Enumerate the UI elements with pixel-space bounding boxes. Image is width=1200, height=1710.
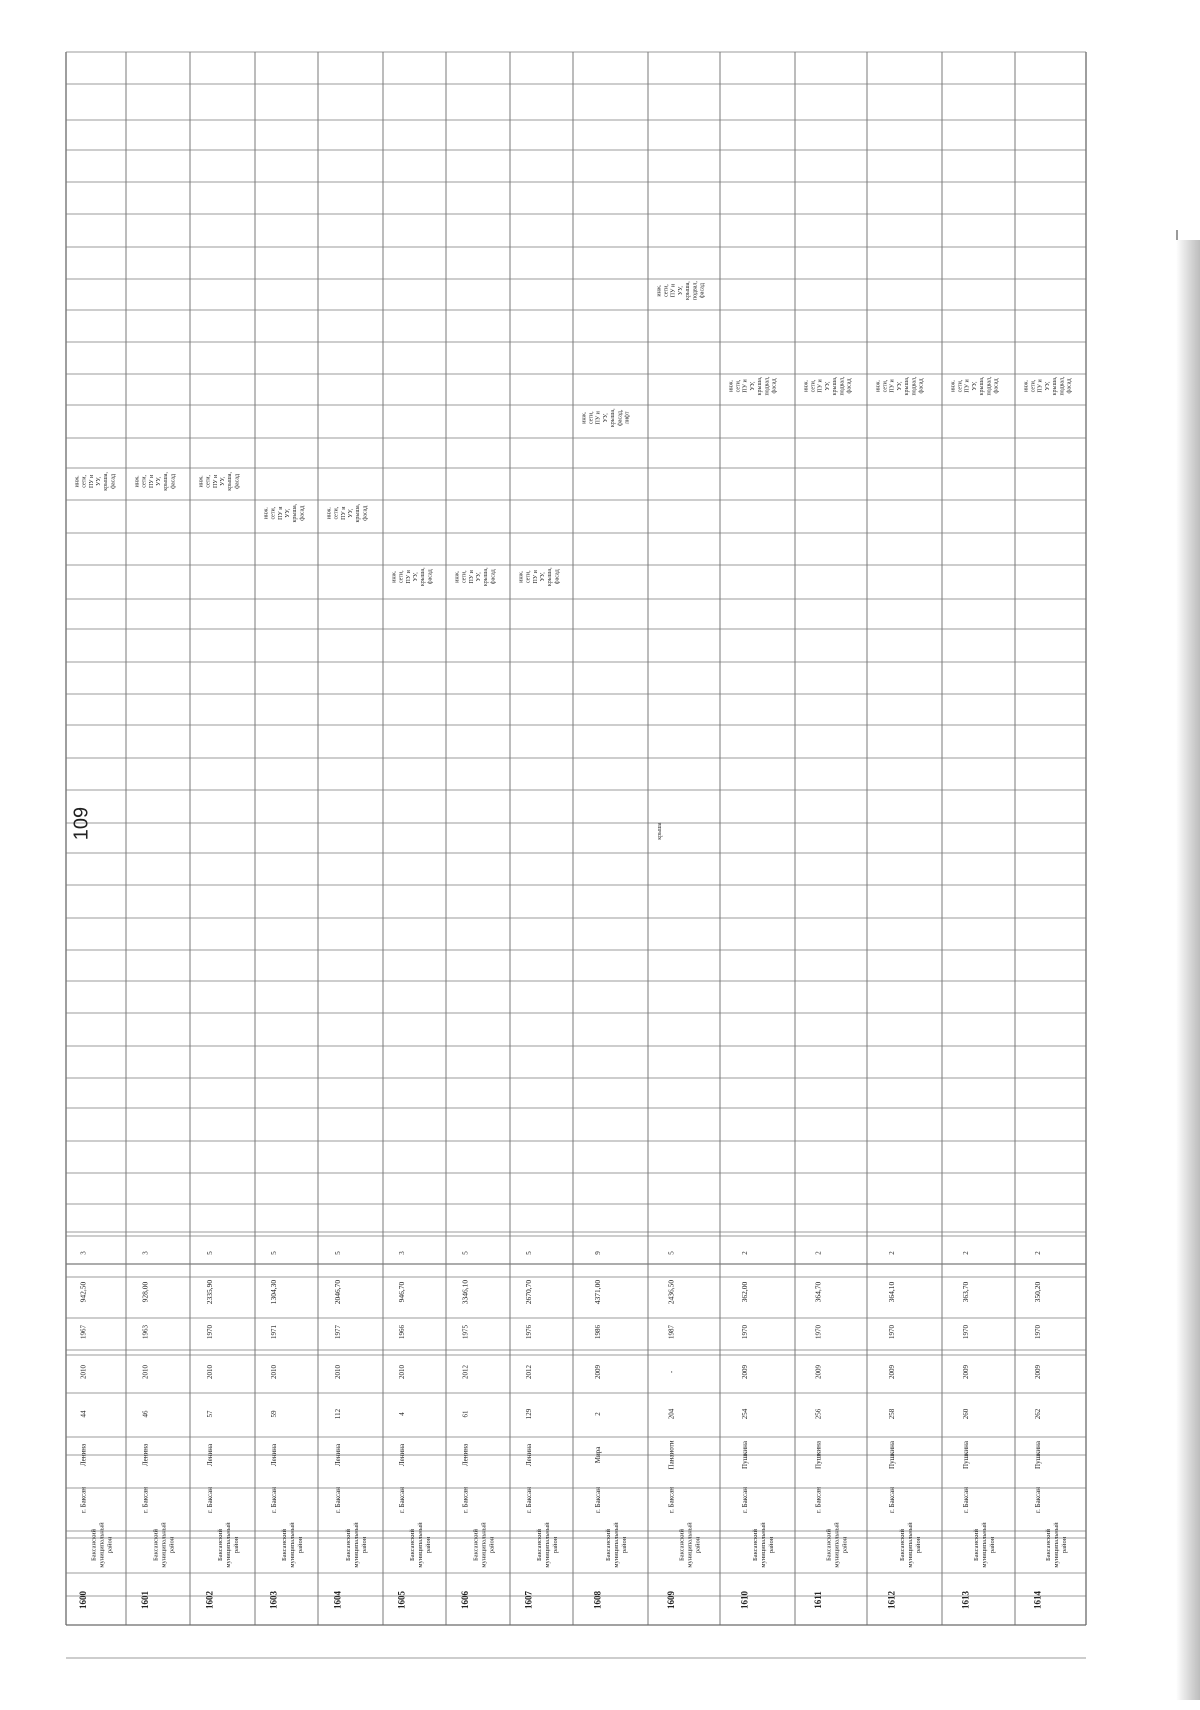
row-municipality-line: район [620,1536,628,1554]
row-municipality [536,1522,559,1568]
row-work-text-line: ПУ и [595,411,602,425]
row-work-text-line: фасад [993,378,1000,394]
row-municipality-line: муниципальный [98,1522,106,1568]
row-house: 61 [461,1410,470,1418]
row-municipality-line: район [360,1536,368,1554]
row-work-text [134,472,176,491]
row-area: 363,70 [961,1281,971,1303]
row-work-text-line: инж. [74,475,81,488]
row-plan-year: 2009 [888,1365,897,1379]
row-work-text-line: фасад [1066,378,1073,394]
row-area: 2670,70 [524,1279,534,1305]
row-work-text-line: ПУ и [532,570,539,584]
row-build-year: 1987 [667,1325,676,1339]
row-work-text-line: фасад [554,569,561,585]
row-municipality-line: муниципальный [833,1522,841,1568]
row-municipality [752,1522,775,1568]
row-work-text-line: фасад [771,378,778,394]
row-area: 942,50 [78,1281,88,1303]
row-number: 1606 [460,1591,471,1609]
row-municipality-line: Баксанский [604,1529,612,1561]
row-municipality-line: район [296,1536,304,1554]
row-build-year: 1986 [594,1325,603,1339]
row-house: 57 [206,1410,215,1418]
row-plan-year: 2010 [206,1365,215,1379]
row-settlement: г. Баксан [334,1487,343,1513]
row-municipality-line: муниципальный [686,1522,694,1568]
row-number: 1601 [140,1591,151,1609]
row-work-text-line: крыша, [685,281,692,300]
row-work-text-line: инж. [518,570,525,583]
row-work-text-line: подвал, [1059,376,1066,396]
row-house: 129 [525,1408,534,1420]
row-settlement: г. Баксан [206,1487,215,1513]
row-work-text-line: УУ, [971,381,978,391]
row-work-text-line: крыша, [163,472,170,491]
row-build-year: 1970 [888,1325,897,1339]
row-municipality-line: район [106,1536,114,1554]
row-number: 1607 [523,1591,534,1609]
row-work-text [518,567,560,586]
row-municipality-line: район [914,1536,922,1554]
row-area: 364,10 [887,1281,897,1303]
row-work-text-line: УУ, [1044,381,1051,391]
row-work-text-line: УУ, [347,508,354,518]
row-area: 2436,50 [666,1279,676,1305]
row-work-text-line: подвал, [839,376,846,396]
row-work-text-line: фасад [234,473,241,489]
row-street: Мира [594,1446,603,1464]
row-municipality [973,1522,996,1568]
row-settlement: г. Баксан [398,1487,407,1513]
row-work-text-line: инж. [198,475,205,488]
row-plan-year: 2009 [741,1365,750,1379]
row-build-year: 1970 [741,1325,750,1339]
row-number: 1611 [813,1591,824,1609]
row-municipality [605,1522,628,1568]
row-settlement: г. Баксан [962,1487,971,1513]
row-work-text-line: инж. [454,570,461,583]
row-street: Пушкина [1034,1441,1043,1469]
row-number: 1613 [960,1591,971,1609]
row-street: Ленина [525,1443,534,1467]
row-municipality-line: район [767,1536,775,1554]
row-area: 3346,10 [460,1279,470,1305]
row-number: 1610 [739,1591,750,1609]
row-plan-year: 2009 [1034,1365,1043,1379]
row-work-text-line: ПУ и [817,379,824,393]
row-municipality [281,1522,304,1568]
row-municipality-line: Баксанский [408,1529,416,1561]
row-municipality-line: Баксанский [472,1529,480,1561]
row-work-text-line: крыша, [757,376,764,396]
row-work-text-line: инж. [326,507,333,520]
row-work-text-line: фасад [427,569,434,585]
row-municipality-line: муниципальный [612,1522,620,1568]
row-work-text [326,503,368,522]
row-municipality-line: район [424,1536,432,1554]
row-street: Панаиоти [667,1440,676,1470]
row-area: 2046,70 [333,1279,343,1305]
row-work-text-line: сети, [588,411,595,425]
row-street: Ленина [398,1443,407,1467]
row-street: Ленина [206,1443,215,1467]
row-plan-year: 2010 [270,1365,279,1379]
row-floors: 5 [667,1251,676,1255]
row-floors: 5 [206,1251,215,1255]
row-plan-year: 2012 [525,1365,534,1379]
row-work-text-line: УУ, [219,476,226,486]
row-work-text-line: лифт [624,411,631,425]
row-work-text-line: фасад [170,473,177,489]
row-settlement: г. Баксан [525,1487,534,1513]
row-work-text [391,567,433,586]
row-number: 1614 [1032,1591,1043,1609]
row-work-text-line: сети, [270,506,277,520]
row-work-text-line: крыша, [103,472,110,491]
row-municipality [899,1522,922,1568]
row-work-text-line: УУ, [749,381,756,391]
row-work-text-line: ПУ и [670,283,677,298]
row-municipality [678,1522,701,1568]
row-house: 256 [814,1408,823,1420]
row-municipality-line: муниципальный [543,1522,551,1568]
page-number: 109 [70,806,93,841]
row-work-text-line: фасад [110,473,117,489]
row-work-text-line: УУ, [539,572,546,582]
row-plan-year: 2009 [814,1365,823,1379]
row-work-text-line: сети, [882,379,889,393]
row-work-text [657,822,663,840]
row-municipality-line: Баксанский [90,1529,98,1561]
row-settlement: г. Баксан [814,1487,823,1513]
row-work-text-line: УУ, [95,476,102,486]
row-plan-year: 2010 [334,1365,343,1379]
row-work-text [454,567,496,586]
row-work-text-line: фасад, [617,409,624,427]
row-work-text-line: инж. [803,379,810,393]
row-work-text-line: крыша, [904,376,911,396]
row-work-text [656,281,705,301]
row-street: Ленина [334,1443,343,1467]
row-floors: 2 [962,1251,971,1255]
row-municipality-line: Баксанский [751,1529,759,1561]
row-floors: 5 [525,1251,534,1255]
row-municipality-line: муниципальный [288,1522,296,1568]
row-build-year: 1976 [525,1325,534,1339]
row-work-text-line: сети, [525,570,532,584]
row-build-year: 1966 [398,1325,407,1339]
row-number: 1604 [332,1591,343,1609]
row-street: Ленина [461,1443,470,1467]
row-work-text-line: ПУ и [1037,379,1044,393]
row-work-text [198,472,240,491]
row-house: 262 [1034,1408,1043,1420]
row-street: Пушкина [962,1441,971,1469]
row-build-year: 1970 [1034,1325,1043,1339]
row-street: Пушкина [741,1441,750,1469]
row-number: 1603 [268,1591,279,1609]
row-street: Ленина [270,1443,279,1467]
row-house: 204 [667,1408,676,1420]
row-floors: 5 [461,1251,470,1255]
row-work-text [74,472,116,491]
row-build-year: 1975 [461,1325,470,1339]
row-area: 1304,30 [269,1279,279,1305]
row-house: 46 [141,1410,150,1418]
row-work-text-line: фасад [362,505,369,521]
row-work-text-line: сети, [333,506,340,520]
row-street: Ленина [79,1443,88,1467]
row-work-text-line: ПУ и [889,379,896,393]
row-work-text-line: сети, [81,475,88,488]
row-municipality [217,1522,240,1568]
row-work-text-line: крыша, [355,503,362,523]
row-number: 1609 [666,1591,677,1609]
row-area: 928,00 [140,1281,150,1303]
row-street: Пушкина [814,1441,823,1469]
row-floors: 2 [814,1251,823,1255]
row-work-text-line: инж. [728,379,735,393]
row-street: Ленина [141,1443,150,1467]
row-work-text-line: инж. [875,379,882,393]
row-municipality-line: муниципальный [480,1522,488,1568]
row-municipality-line: муниципальный [352,1522,360,1568]
row-build-year: 1977 [334,1325,343,1339]
row-area: 4371,00 [593,1279,603,1305]
row-work-text-line: ПУ и [148,474,155,489]
row-work-text-line: подвал, [692,281,699,301]
row-area: 362,00 [740,1281,750,1303]
row-work-text-line: подвал, [986,376,993,396]
row-municipality [825,1522,848,1568]
row-work-text-line: инж. [581,411,588,424]
row-settlement: г. Баксан [594,1487,603,1513]
row-municipality-line: район [232,1536,240,1554]
row-work-text-line: инж. [950,379,957,393]
row-plan-year: 2010 [398,1365,407,1379]
row-municipality-line: район [168,1536,176,1554]
row-work-text-line: УУ, [896,381,903,391]
row-floors: 3 [79,1251,88,1255]
row-work-text-line: подвал, [764,376,771,396]
row-municipality-line: Баксанский [1044,1529,1052,1561]
row-work-text-line: крыша, [292,503,299,523]
row-work-text-line: крыша, [610,408,617,428]
row-municipality-line: муниципальный [906,1522,914,1568]
row-work-text-line: ПУ и [405,570,412,584]
row-work-text-line: ПУ и [340,506,347,520]
row-floors: 9 [594,1251,603,1255]
row-build-year: 1963 [141,1325,150,1339]
row-house: 260 [962,1408,971,1420]
row-work-text-line: крыша, [227,472,234,491]
row-work-text-line: УУ, [602,413,609,423]
row-house: 2 [594,1412,603,1416]
row-municipality-line: Баксанский [678,1529,686,1561]
row-municipality-line: муниципальный [759,1522,767,1568]
row-municipality-line: Баксанский [152,1529,160,1561]
row-floors: 3 [398,1251,407,1255]
row-build-year: 1970 [814,1325,823,1339]
row-work-text-line: ПУ и [212,474,219,489]
row-municipality-line: Баксанский [344,1529,352,1561]
row-floors: 2 [741,1251,750,1255]
row-floors: 2 [888,1251,897,1255]
row-municipality-line: муниципальный [1052,1522,1060,1568]
row-build-year: 1971 [270,1325,279,1339]
row-municipality-line: Баксанский [825,1529,833,1561]
row-work-text-line: ПУ и [468,570,475,584]
row-municipality [472,1522,495,1568]
row-work-text-line: сети, [810,379,817,393]
row-house: 59 [270,1410,279,1418]
row-municipality-line: муниципальный [224,1522,232,1568]
row-municipality-line: район [841,1536,849,1554]
row-plan-year: 2009 [594,1365,603,1379]
row-build-year: 1970 [206,1325,215,1339]
row-area: 350,20 [1033,1281,1043,1303]
row-municipality-line: Баксанский [216,1529,224,1561]
row-work-text-line: сети, [461,570,468,584]
row-municipality-line: муниципальный [980,1522,988,1568]
row-settlement: г. Баксан [741,1487,750,1513]
row-settlement: г. Баксан [888,1487,897,1513]
row-house: 254 [741,1408,750,1420]
row-work-text-line: ПУ и [88,474,95,489]
row-work-text-line: фасад [918,378,925,394]
row-work-text [950,376,999,396]
row-municipality-line: Баксанский [280,1529,288,1561]
row-floors: 5 [270,1251,279,1255]
row-work-text-line: инж. [134,475,141,488]
row-municipality-line: район [551,1536,559,1554]
row-work-text-line: сети, [663,284,670,297]
row-municipality-line: Баксанский [535,1529,543,1561]
row-work-text [263,503,305,522]
row-work-text-line: фасад [490,569,497,585]
row-work-text [728,376,777,396]
row-work-text-line: сети, [735,379,742,393]
row-work-text-line: фасад [699,283,706,299]
row-work-text [803,376,852,396]
row-work-text-line: УУ, [284,508,291,518]
row-settlement: г. Баксан [461,1487,470,1513]
row-work-text-line: крыша [656,822,663,840]
row-work-text-line: инж. [656,284,663,297]
row-work-text-line: крыша, [1052,376,1059,396]
row-settlement: г. Баксан [667,1487,676,1513]
row-floors: 5 [334,1251,343,1255]
row-work-text-line: ПУ и [964,379,971,393]
row-plan-year: 2012 [461,1365,470,1379]
row-municipality-line: район [488,1536,496,1554]
row-work-text-line: сети, [205,475,212,488]
row-work-text-line: сети, [398,570,405,584]
row-municipality-line: муниципальный [160,1522,168,1568]
row-settlement: г. Баксан [1034,1487,1043,1513]
row-number: 1608 [592,1591,603,1609]
row-work-text [875,376,924,396]
row-work-text-line: инж. [263,507,270,520]
row-municipality-line: район [988,1536,996,1554]
row-floors: 3 [141,1251,150,1255]
row-plan-year: - [667,1370,676,1374]
row-work-text-line: инж. [391,570,398,583]
row-house: 258 [888,1408,897,1420]
row-house: 44 [79,1410,88,1418]
row-floors: 2 [1034,1251,1043,1255]
row-work-text-line: крыша, [832,376,839,396]
row-work-text-line: УУ, [677,286,684,296]
row-work-text-line: сети, [141,475,148,488]
row-work-text-line: УУ, [412,572,419,582]
row-work-text-line: сети, [957,379,964,393]
row-work-text-line: инж. [1023,379,1030,393]
row-work-text [581,408,630,427]
row-work-text-line: крыша, [979,376,986,396]
row-municipality-line: Баксанский [972,1529,980,1561]
row-municipality [345,1522,368,1568]
row-work-text-line: ПУ и [742,379,749,393]
row-work-text-line: крыша, [483,567,490,587]
row-number: 1612 [886,1591,897,1609]
row-settlement: г. Баксан [141,1487,150,1513]
row-work-text-line: фасад [299,505,306,521]
row-work-text-line: крыша, [420,567,427,587]
row-municipality [1045,1522,1068,1568]
row-municipality-line: район [1060,1536,1068,1554]
row-area: 946,70 [397,1281,407,1303]
row-work-text-line: фасад [846,378,853,394]
row-municipality-line: район [694,1536,702,1554]
row-work-text [1023,376,1072,396]
row-work-text-line: крыша, [547,567,554,587]
row-settlement: г. Баксан [79,1487,88,1513]
row-municipality [90,1522,113,1568]
row-number: 1602 [204,1591,215,1609]
scan-edge-shadow [1176,240,1200,1700]
row-work-text-line: УУ, [824,381,831,391]
row-settlement: г. Баксан [270,1487,279,1513]
row-municipality-line: Баксанский [898,1529,906,1561]
row-street: Пушкина [888,1441,897,1469]
row-house: 4 [398,1412,407,1416]
row-work-text-line: подвал, [911,376,918,396]
row-work-text-line: сети, [1030,379,1037,393]
row-plan-year: 2010 [141,1365,150,1379]
row-build-year: 1970 [962,1325,971,1339]
row-work-text-line: УУ, [475,572,482,582]
row-build-year: 1967 [79,1325,88,1339]
row-municipality-line: муниципальный [416,1522,424,1568]
row-plan-year: 2009 [962,1365,971,1379]
row-area: 364,70 [813,1281,823,1303]
row-work-text-line: ПУ и [277,506,284,520]
row-number: 1600 [78,1591,89,1609]
row-municipality [409,1522,432,1568]
row-house: 112 [334,1408,343,1420]
row-work-text-line: УУ, [155,476,162,486]
row-number: 1605 [396,1591,407,1609]
row-municipality [152,1522,175,1568]
row-area: 2335,90 [205,1279,215,1305]
row-plan-year: 2010 [79,1365,88,1379]
